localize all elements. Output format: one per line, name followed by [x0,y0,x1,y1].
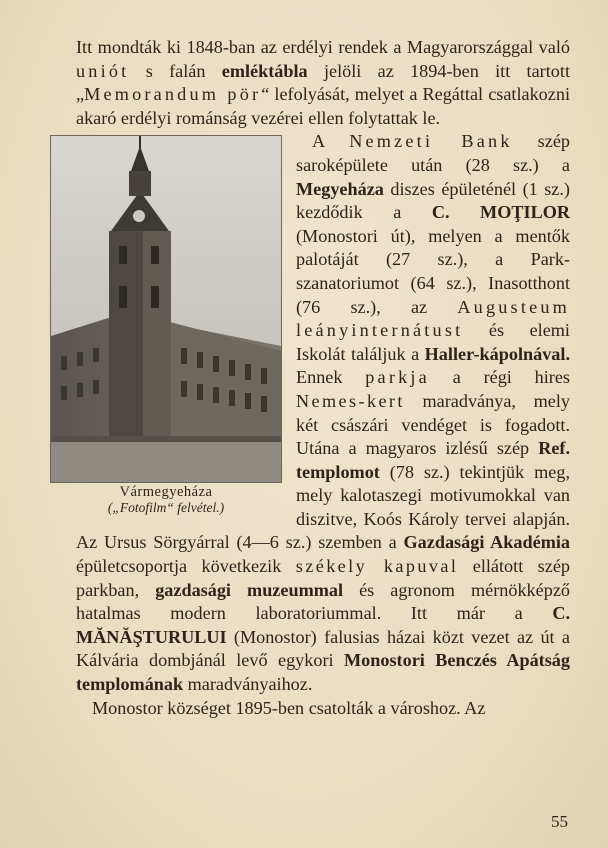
text-run: Ennek [296,367,366,388]
text-run: (78 sz.) tekintjük meg, mely kalotaszegi motivumokkal van diszitve, Koós Károly tervei alapján. Az Ursus Sörgyárral (4—6 sz.) szemben a [76,461,570,553]
text-run: Memorandum pör [84,84,262,105]
bold-term: Gazdasági Akadémia [403,532,570,553]
text-run: szép saroképülete után (28 sz.) a [296,131,570,175]
text-run: Itt mondták ki 1848-ban az erdélyi rendek a Magyarországgal való [76,37,570,57]
text-run: A [312,131,350,152]
bold-term: Ref. templomot [296,438,570,482]
figure-caption-credit: („Fotofilm“ felvétel.) [107,500,225,516]
text-run: Nemzeti Bank [349,131,513,152]
text-run: Augusteum leányinternátust [296,296,570,341]
body-text [76,36,570,720]
text-run: maradványaihoz. [183,674,313,695]
bold-term: Monostori Benczés Apátság templomának [76,650,570,695]
text-run: uniót [76,60,130,81]
text-run: ellátott szép parkban, [76,556,570,600]
text-run: “ lefolyását, melyet a Regáttal csatlakozni akaró erdélyi románság vezérei ellen folytattak le. [76,84,570,128]
bold-term: emléktábla [221,60,308,81]
photo-figure [50,135,282,516]
text-run: és elemi Iskolát találjuk a [296,320,570,364]
text-run: maradványa, mely két császári vendéget is fogadott. Utána a magyaros izlésű szép [296,390,570,459]
text-run: diszes épületénél (1 sz.) kezdődik a [296,178,570,223]
text-run: jelöli az 1894-ben itt tartott „ [76,60,570,105]
figure-caption-title: Vármegyeháza [119,484,213,501]
text-run: s falán [129,60,222,81]
bold-term: Megyeháza [296,178,384,199]
text-run: és agronom mérnökképző hatalmas modern laboratoriummal. Itt már a [76,579,570,624]
page-number: 55 [551,812,568,831]
text-run: parkja [365,367,430,388]
bold-term: C. MĂNĂŞTURULUI [76,603,570,647]
text-run: épületcsoportja következik [76,556,296,577]
bold-term: Haller-kápolnával. [424,343,570,364]
text-run: székely kapuval [295,556,459,577]
text-run: (Monostor) falusias házai közt vezet az út a Kálvária dombjánál levő egykori [76,626,570,671]
bold-term: C. MOŢILOR [431,202,570,223]
text-run: Nemes-kert [296,390,405,411]
text-run: a régi hires [429,367,571,388]
text-run: (Monostori út), melyen a mentők palotáját (27 sz.), a Park-szanatoriumot (64 sz.), Inasotthont (76 sz.), az [296,225,570,317]
paragraph-3: Monostor községet 1895-ben csatolták a városhoz. Az [92,697,486,718]
bold-term: gazdasági muzeummal [155,579,344,600]
paragraph-1 [76,36,570,130]
county-hall-photo [50,135,282,483]
